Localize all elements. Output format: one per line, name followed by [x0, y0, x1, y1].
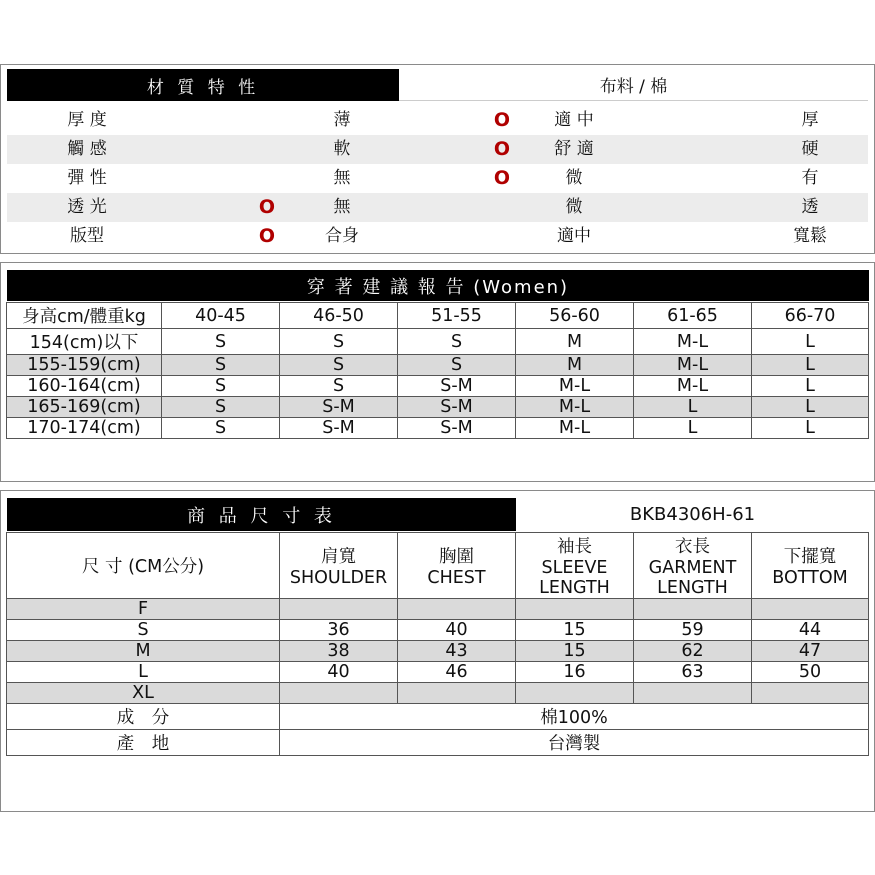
recommended-size-cell: S-M [280, 397, 398, 418]
origin-label: 產 地 [7, 730, 280, 756]
recommended-size-cell: M-L [634, 355, 752, 376]
selected-marker: O [258, 196, 276, 218]
measurement-name-en: SLEEVE [541, 558, 608, 578]
height-weight-header: 身高cm/體重kg [7, 303, 162, 329]
height-range-cell: 160-164(cm) [7, 376, 162, 397]
recommended-size-cell: L [752, 329, 869, 355]
measurement-cell: 40 [280, 662, 398, 683]
material-row [7, 106, 868, 135]
measurement-cell [752, 599, 869, 620]
material-row [7, 135, 868, 164]
measurement-name-en: SHOULDER [289, 568, 388, 588]
recommended-size-cell: S-M [280, 418, 398, 439]
material-row [7, 164, 868, 193]
material-level-c2: 適 中 [554, 110, 594, 130]
height-range-cell: 165-169(cm) [7, 397, 162, 418]
size-name-cell: XL [7, 683, 280, 704]
measurement-name-zh: 衣長 [675, 537, 710, 557]
height-range-cell: 155-159(cm) [7, 355, 162, 376]
recommended-size-cell: L [752, 397, 869, 418]
material-attribute: 厚 度 [67, 110, 107, 130]
material-level-c1: 無 [333, 168, 351, 188]
measurement-cell [280, 599, 398, 620]
measurement-cell: 15 [516, 620, 634, 641]
selected-marker: O [493, 109, 511, 131]
recommended-size-cell: L [752, 355, 869, 376]
measurement-cell: 15 [516, 641, 634, 662]
measurement-cell [280, 683, 398, 704]
material-row [7, 193, 868, 222]
wear-advice-title: 穿 著 建 議 報 告 (Women) [7, 270, 869, 301]
material-level-c3: 寬鬆 [793, 226, 827, 246]
measurement-header [752, 533, 869, 599]
weight-range-header: 40-45 [162, 303, 280, 329]
measurement-cell: 50 [752, 662, 869, 683]
material-level-c2: 微 [565, 168, 583, 188]
recommended-size-cell: S [398, 355, 516, 376]
composition-row [7, 704, 869, 730]
measurement-name-zh: 胸圍 [439, 547, 474, 567]
recommended-size-cell: S [162, 355, 280, 376]
material-properties-section [0, 64, 875, 254]
measurement-cell: 47 [752, 641, 869, 662]
measurement-name-en: LENGTH [539, 578, 610, 598]
recommended-size-cell: M [516, 355, 634, 376]
recommended-size-cell: S [280, 329, 398, 355]
material-level-c2: 微 [565, 197, 583, 217]
size-name-cell: L [7, 662, 280, 683]
size-name-cell: S [7, 620, 280, 641]
recommended-size-cell: S [162, 376, 280, 397]
table-row [7, 599, 869, 620]
measurement-cell [634, 683, 752, 704]
recommended-size-cell: M-L [516, 418, 634, 439]
table-row [7, 620, 869, 641]
size-name-cell: M [7, 641, 280, 662]
table-row [7, 329, 869, 355]
recommended-size-cell: S-M [398, 376, 516, 397]
measurement-header [398, 533, 516, 599]
material-attribute: 透 光 [67, 197, 107, 217]
recommended-size-cell: S-M [398, 418, 516, 439]
measurement-cell: 44 [752, 620, 869, 641]
table-row [7, 662, 869, 683]
measurement-name-en: BOTTOM [772, 568, 848, 588]
wear-advice-table [6, 302, 869, 439]
recommended-size-cell: L [634, 397, 752, 418]
measurement-name-en: CHEST [427, 568, 486, 588]
material-level-c3: 硬 [801, 139, 819, 159]
material-level-c3: 有 [801, 168, 819, 188]
recommended-size-cell: M-L [634, 376, 752, 397]
weight-range-header: 61-65 [634, 303, 752, 329]
recommended-size-cell: S [162, 418, 280, 439]
measurement-header [280, 533, 398, 599]
recommended-size-cell: M-L [634, 329, 752, 355]
size-name-cell: F [7, 599, 280, 620]
recommended-size-cell: M-L [516, 397, 634, 418]
material-attribute: 觸 感 [67, 139, 107, 159]
material-level-c3: 厚 [801, 110, 819, 130]
material-header [7, 69, 868, 103]
recommended-size-cell: S [280, 376, 398, 397]
height-range-cell: 170-174(cm) [7, 418, 162, 439]
selected-marker: O [493, 138, 511, 160]
measurement-cell [634, 599, 752, 620]
recommended-size-cell: S [398, 329, 516, 355]
size-header-row [7, 533, 869, 599]
material-level-c2: 適中 [557, 226, 591, 246]
recommended-size-cell: S [162, 329, 280, 355]
table-row [7, 355, 869, 376]
measurement-cell: 62 [634, 641, 752, 662]
recommended-size-cell: M [516, 329, 634, 355]
table-row [7, 683, 869, 704]
material-level-c1: 合身 [325, 226, 359, 246]
measurement-cell: 59 [634, 620, 752, 641]
recommended-size-cell: S [162, 397, 280, 418]
measurement-cell: 46 [398, 662, 516, 683]
material-level-c1: 無 [333, 197, 351, 217]
table-row [7, 376, 869, 397]
measurement-cell [752, 683, 869, 704]
table-row [7, 418, 869, 439]
material-row [7, 222, 868, 251]
size-chart-table [6, 532, 869, 756]
material-level-c3: 透 [801, 197, 819, 217]
size-unit-label: 尺 寸 (CM公分) [7, 533, 280, 599]
fabric-type: 布料 / 棉 [399, 69, 868, 101]
measurement-name-en: LENGTH [657, 578, 728, 598]
product-code: BKB4306H-61 [629, 504, 756, 525]
recommended-size-cell: L [752, 418, 869, 439]
composition-label: 成 分 [7, 704, 280, 730]
recommended-size-cell: L [752, 376, 869, 397]
material-level-c2: 舒 適 [554, 139, 594, 159]
material-level-c1: 薄 [333, 110, 351, 130]
material-attribute: 彈 性 [67, 168, 107, 188]
measurement-cell [398, 683, 516, 704]
measurement-cell [398, 599, 516, 620]
origin-row [7, 730, 869, 756]
material-title: 材 質 特 性 [7, 69, 399, 101]
measurement-name-zh: 袖長 [557, 537, 592, 557]
recommended-size-cell: M-L [516, 376, 634, 397]
measurement-cell: 36 [280, 620, 398, 641]
measurement-cell: 43 [398, 641, 516, 662]
measurement-name-zh: 肩寬 [321, 547, 356, 567]
composition-value: 棉100% [280, 704, 869, 730]
measurement-cell: 40 [398, 620, 516, 641]
origin-value: 台灣製 [280, 730, 869, 756]
size-chart-title: 商 品 尺 寸 表 [7, 498, 516, 531]
height-range-cell: 154(cm)以下 [7, 329, 162, 355]
measurement-cell: 63 [634, 662, 752, 683]
measurement-cell: 38 [280, 641, 398, 662]
weight-range-header: 46-50 [280, 303, 398, 329]
selected-marker: O [493, 167, 511, 189]
measurement-cell: 16 [516, 662, 634, 683]
selected-marker: O [258, 225, 276, 247]
measurement-header [516, 533, 634, 599]
weight-range-header: 51-55 [398, 303, 516, 329]
weight-range-header: 56-60 [516, 303, 634, 329]
table-row [7, 641, 869, 662]
wear-header-row [7, 303, 869, 329]
weight-range-header: 66-70 [752, 303, 869, 329]
table-row [7, 397, 869, 418]
measurement-header [634, 533, 752, 599]
recommended-size-cell: S-M [398, 397, 516, 418]
recommended-size-cell: S [280, 355, 398, 376]
material-level-c1: 軟 [333, 139, 351, 159]
measurement-name-zh: 下擺寬 [783, 547, 837, 567]
recommended-size-cell: L [634, 418, 752, 439]
measurement-cell [516, 683, 634, 704]
material-attribute: 版型 [70, 226, 104, 246]
measurement-name-en: GARMENT [648, 558, 737, 578]
measurement-cell [516, 599, 634, 620]
